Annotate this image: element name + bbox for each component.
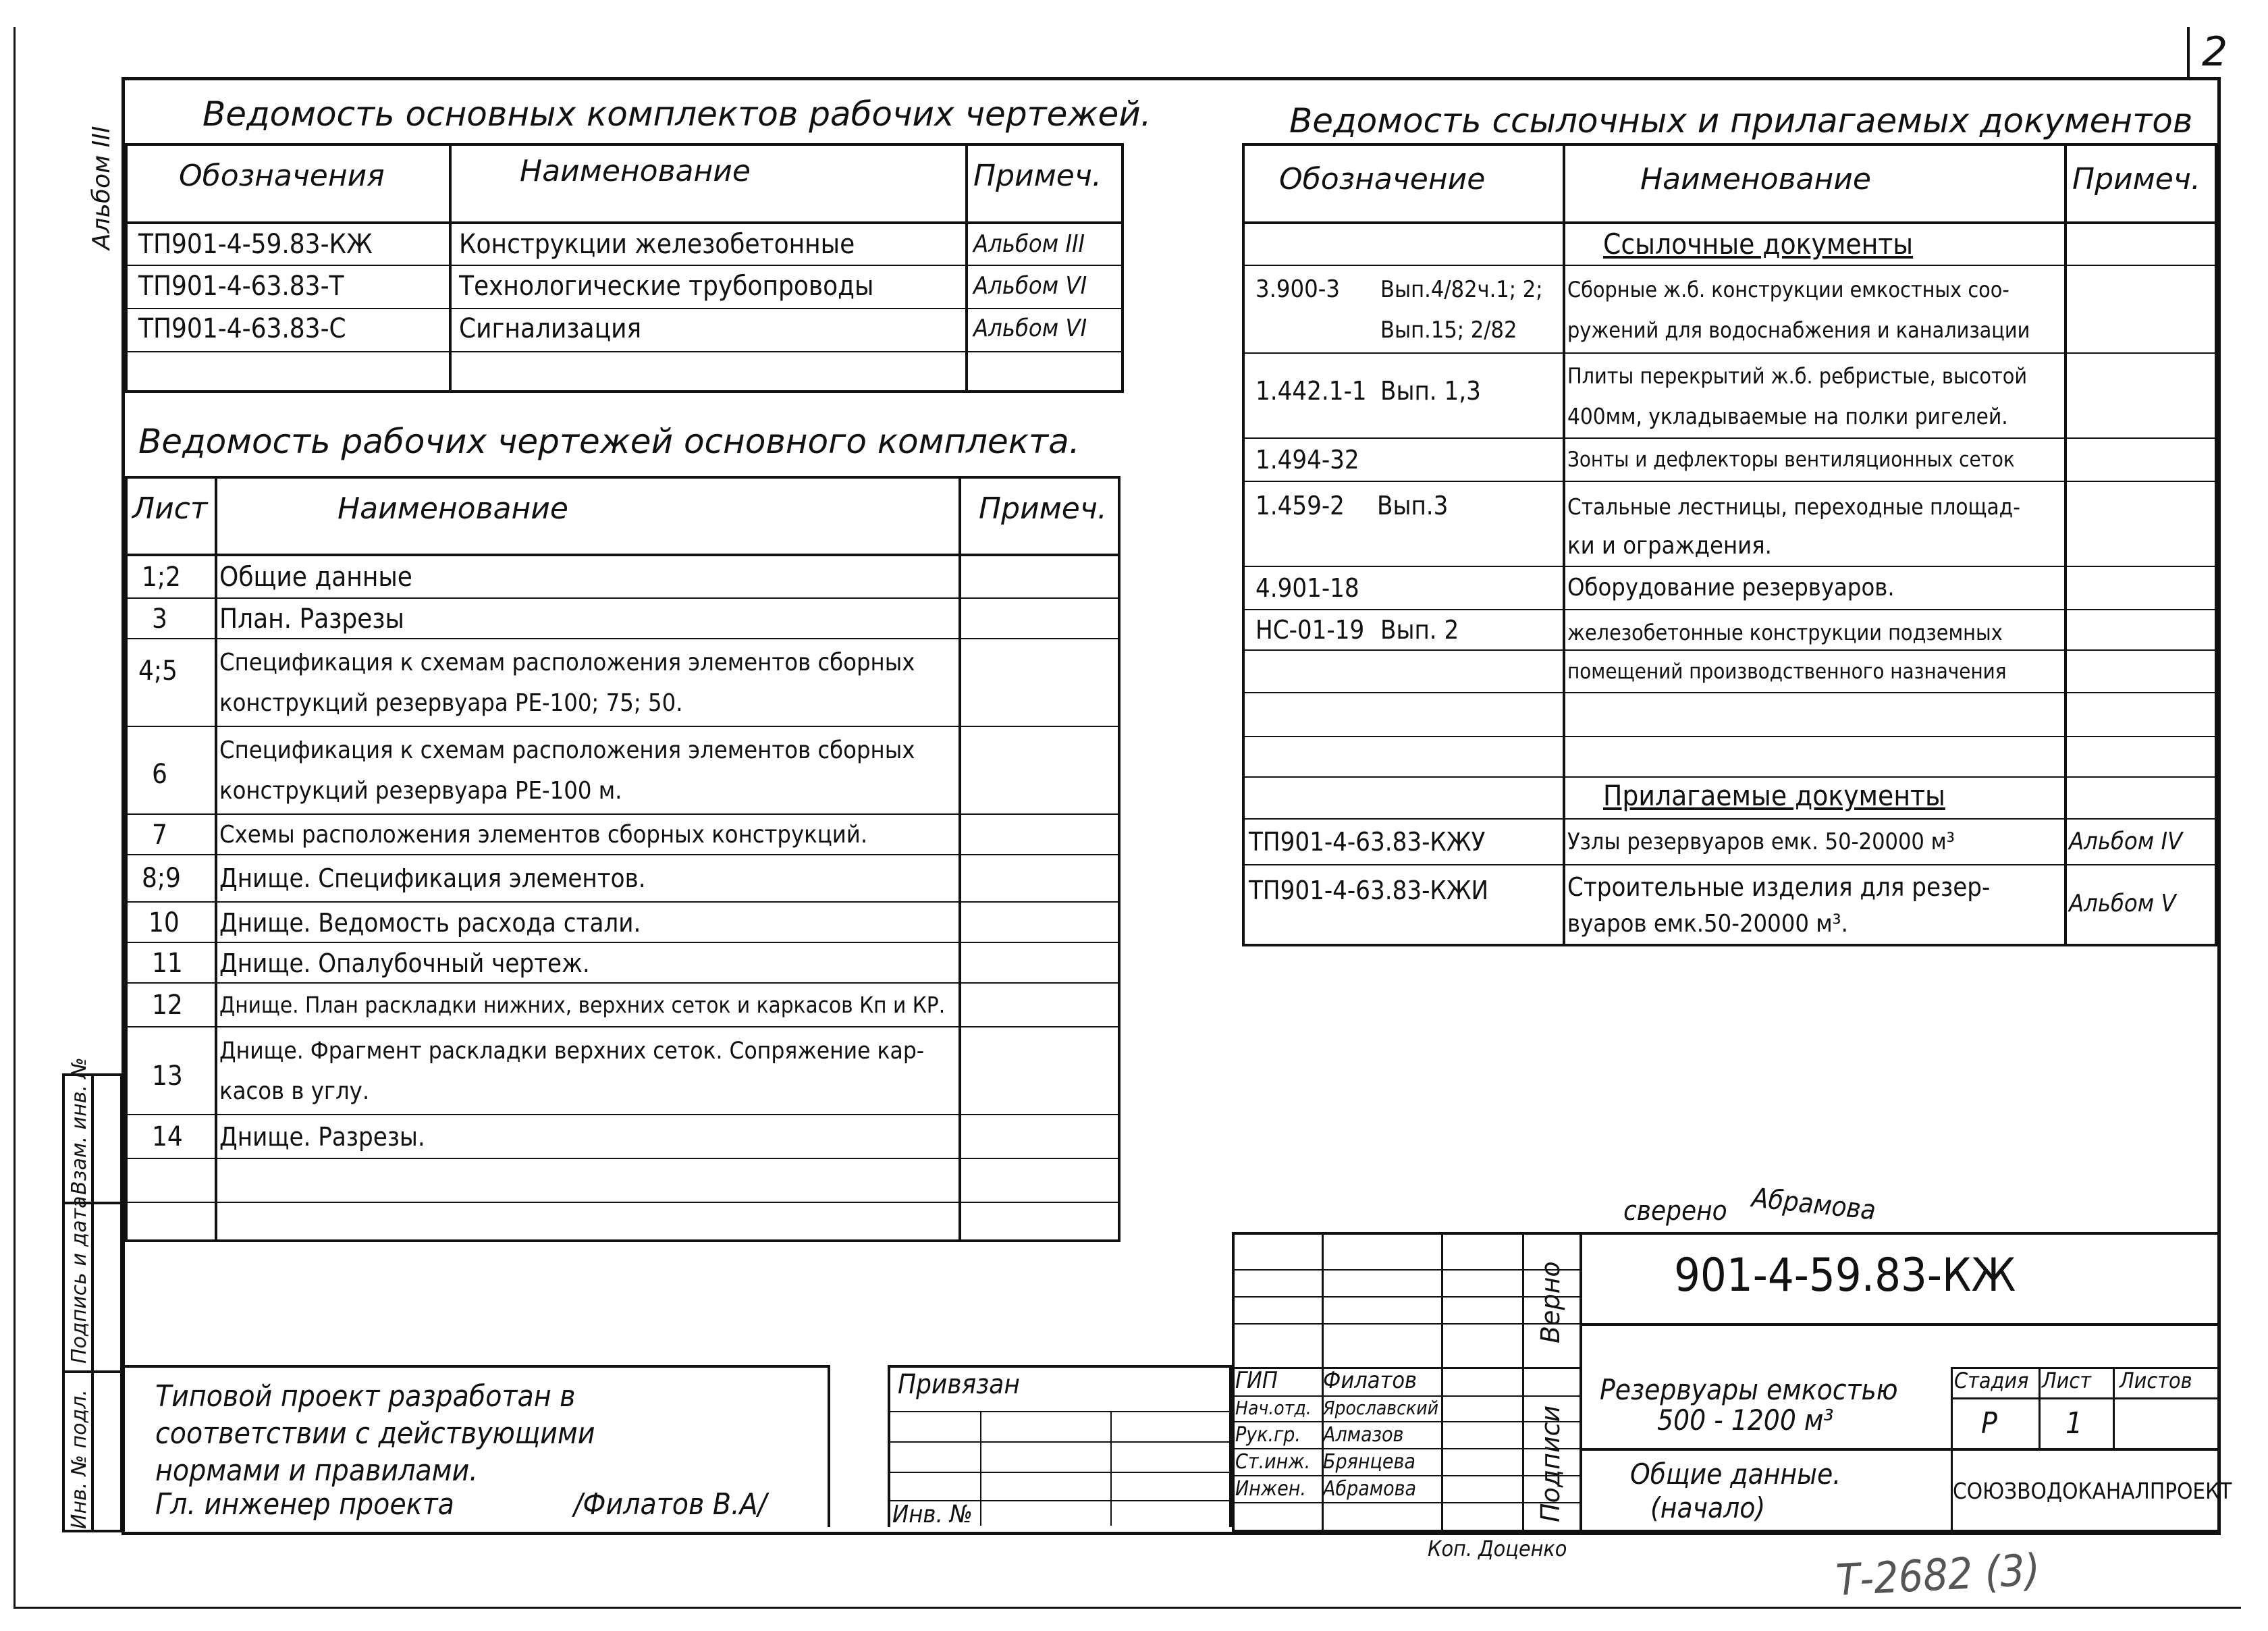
object-line-2: 500 - 1200 м³ bbox=[1657, 1403, 1834, 1437]
references-name-5: Оборудование резервуаров. bbox=[1567, 574, 1895, 601]
archive-stamp: Т-2682 (3) bbox=[1835, 1545, 2042, 1606]
title-main-divider bbox=[1580, 1323, 2221, 1326]
drawings-row-line bbox=[125, 1202, 1120, 1203]
main-sets-header-code: Обозначения bbox=[179, 159, 385, 193]
sheet-value: 1 bbox=[2066, 1406, 2083, 1441]
main-sets-note-1: Альбом III bbox=[973, 230, 1085, 258]
references-name-6b: помещений производственного назначения bbox=[1567, 660, 2007, 684]
references-header-name: Наименование bbox=[1640, 162, 1871, 196]
drawings-name-10b: касов в углу. bbox=[219, 1077, 370, 1105]
verified-vertical: Верно bbox=[1536, 1261, 1565, 1343]
drawings-header-sheet: Лист bbox=[132, 491, 208, 526]
drawings-row-line bbox=[125, 1114, 1120, 1115]
note-line-3: нормами и правилами. bbox=[155, 1453, 478, 1488]
stage-label: Стадия bbox=[1954, 1368, 2029, 1393]
note-line-2: соответствии с действующими bbox=[155, 1416, 595, 1451]
main-sets-header-name: Наименование bbox=[520, 154, 751, 188]
margin-inv-orig: Инв. № подл. bbox=[68, 1389, 91, 1529]
bound-col bbox=[980, 1411, 981, 1526]
references-header-code: Обозначение bbox=[1279, 162, 1486, 196]
drawings-sheet-5: 7 bbox=[152, 820, 167, 851]
drawings-col2 bbox=[959, 476, 961, 1242]
drawings-header-name: Наименование bbox=[338, 491, 568, 526]
drawings-sheet-1: 1;2 bbox=[142, 562, 181, 593]
title-stage-col bbox=[2113, 1367, 2115, 1448]
references-row-line bbox=[1242, 818, 2217, 820]
margin-replace-inv: Взам. инв. № bbox=[68, 1057, 91, 1195]
main-sets-row-line3 bbox=[125, 351, 1124, 352]
drawings-sheet-7: 10 bbox=[148, 907, 180, 938]
sheets-label: Листов bbox=[2120, 1368, 2192, 1393]
main-sets-note-2: Альбом VI bbox=[973, 272, 1087, 300]
title-stage-col bbox=[2039, 1367, 2041, 1448]
margin-sign-date: Подпись и дата bbox=[68, 1196, 91, 1364]
drawings-row-line bbox=[125, 597, 1120, 599]
references-code-1-extra2: Вып.15; 2/82 bbox=[1380, 317, 1517, 344]
role-3-name: Алмазов bbox=[1323, 1423, 1404, 1447]
drawings-title: Ведомость рабочих чертежей основного комплекта. bbox=[138, 422, 1080, 461]
sheet-number: 2 bbox=[2202, 28, 2228, 76]
references-code-1-extra: Вып.4/82ч.1; 2; bbox=[1380, 276, 1543, 303]
main-sets-title: Ведомость основных комплектов рабочих чертежей. bbox=[202, 95, 1152, 134]
drawings-name-10: Днище. Фрагмент раскладки верхних сеток. Сопряжение кар- bbox=[219, 1038, 925, 1065]
drawings-sheet-8: 11 bbox=[152, 948, 183, 979]
references-att-note-1: Альбом IV bbox=[2069, 828, 2183, 855]
sheet-label: Лист bbox=[2042, 1368, 2091, 1393]
role-5-name: Абрамова bbox=[1323, 1477, 1417, 1501]
drawings-name-4b: конструкций резервуара РЕ-100 м. bbox=[219, 777, 622, 805]
references-row-line bbox=[1242, 649, 2217, 651]
drawings-sheet-9: 12 bbox=[152, 990, 183, 1021]
drawings-name-7: Днище. Ведомость расхода стали. bbox=[219, 908, 641, 938]
bound-row bbox=[888, 1472, 1232, 1473]
bound-row bbox=[888, 1411, 1232, 1412]
main-sets-col1 bbox=[449, 143, 452, 393]
references-row-line bbox=[1242, 864, 2217, 865]
role-5: Инжен. bbox=[1235, 1477, 1306, 1501]
references-att-note-2: Альбом V bbox=[2069, 890, 2176, 917]
title-col-vert bbox=[1522, 1232, 1524, 1532]
title-row bbox=[1232, 1323, 1580, 1325]
bound-row bbox=[888, 1441, 1232, 1443]
references-code-1: 3.900-3 bbox=[1256, 275, 1340, 303]
references-row-line bbox=[1242, 736, 2217, 737]
references-code-4: 1.459-2 bbox=[1256, 491, 1345, 520]
references-code-5: 4.901-18 bbox=[1256, 573, 1359, 603]
main-sets-code-1: ТП901-4-59.83-КЖ bbox=[138, 229, 373, 260]
main-sets-hdr-line bbox=[125, 221, 1124, 224]
references-code-6-extra: Вып. 2 bbox=[1380, 615, 1459, 645]
drawings-name-1: Общие данные bbox=[219, 562, 412, 593]
drawings-name-3: Спецификация к схемам расположения элементов сборных bbox=[219, 649, 915, 676]
drawings-name-8: Днище. Опалубочный чертеж. bbox=[219, 948, 590, 978]
album-label: Альбом III bbox=[88, 126, 115, 250]
references-section-ref: Ссылочные документы bbox=[1603, 228, 1914, 261]
references-att-name-1: Узлы резервуаров емк. 50-20000 м³ bbox=[1567, 828, 1955, 855]
drawings-header-note: Примеч. bbox=[979, 491, 1107, 526]
main-sets-col2 bbox=[965, 143, 968, 393]
drawings-sheet-4: 6 bbox=[152, 759, 167, 790]
margin-stamp-row2 bbox=[62, 1370, 123, 1373]
role-2: Нач.отд. bbox=[1235, 1397, 1312, 1419]
drawings-name-11: Днище. Разрезы. bbox=[219, 1122, 425, 1152]
references-att-code-1: ТП901-4-63.83-КЖУ bbox=[1249, 827, 1486, 857]
drawings-sheet-6: 8;9 bbox=[142, 863, 181, 894]
main-sets-name-1: Конструкции железобетонные bbox=[459, 229, 855, 260]
drawings-row-line bbox=[125, 726, 1120, 727]
title-col-name bbox=[1441, 1232, 1443, 1532]
copied-by: Коп. Доценко bbox=[1428, 1536, 1567, 1561]
drawings-name-5: Схемы расположения элементов сборных конструкций. bbox=[219, 821, 868, 849]
title-row bbox=[1232, 1269, 1580, 1271]
references-name-6: железобетонные конструкции подземных bbox=[1567, 620, 2003, 645]
drawings-sheet-3: 4;5 bbox=[138, 656, 178, 687]
main-sets-name-3: Сигнализация bbox=[459, 313, 642, 344]
checked-label: сверено bbox=[1623, 1196, 1727, 1227]
references-att-name-2b: вуаров емк.50-20000 м³. bbox=[1567, 910, 1848, 938]
main-sets-code-3: ТП901-4-63.83-С bbox=[138, 313, 346, 344]
references-name-1: Сборные ж.б. конструкции емкостных соо- bbox=[1567, 277, 2009, 302]
references-hdr-line bbox=[1242, 221, 2217, 224]
drawings-sheet-2: 3 bbox=[152, 604, 167, 635]
drawings-name-9: Днище. План раскладки нижних, верхних сеток и каркасов Кп и КР. bbox=[219, 992, 946, 1018]
references-code-3: 1.494-32 bbox=[1256, 445, 1359, 475]
references-code-2: 1.442.1-1 bbox=[1256, 376, 1367, 406]
title-main-divider bbox=[1580, 1448, 2221, 1451]
references-row-line bbox=[1242, 692, 2217, 693]
references-name-4: Стальные лестницы, переходные площад- bbox=[1567, 493, 2020, 520]
title-stage-row bbox=[1951, 1397, 2221, 1399]
references-row-line bbox=[1242, 481, 2217, 482]
references-section-att: Прилагаемые документы bbox=[1603, 779, 1945, 812]
references-name-2b: 400мм, укладываемые на полки ригелей. bbox=[1567, 403, 2008, 429]
drawings-row-line bbox=[125, 901, 1120, 903]
note-line-4: Гл. инженер проекта bbox=[155, 1487, 454, 1522]
main-sets-note-3: Альбом VI bbox=[973, 315, 1087, 342]
main-sets-row-line1 bbox=[125, 265, 1124, 266]
bound-col bbox=[1110, 1411, 1112, 1526]
references-col2 bbox=[2064, 143, 2067, 946]
title-col-main bbox=[1580, 1232, 1582, 1532]
references-code-6: НС-01-19 bbox=[1256, 615, 1365, 645]
references-row-line bbox=[1242, 265, 2217, 266]
drawings-sheet-11: 14 bbox=[152, 1121, 183, 1152]
references-header-note: Примеч. bbox=[2072, 162, 2200, 196]
stage-value: Р bbox=[1981, 1406, 1997, 1441]
signatures-vertical: Подписи bbox=[1536, 1405, 1565, 1522]
role-1-name: Филатов bbox=[1323, 1367, 1418, 1394]
role-4: Ст.инж. bbox=[1235, 1450, 1311, 1474]
note-line-1: Типовой проект разработан в bbox=[155, 1379, 576, 1414]
document-code: 901-4-59.83-КЖ bbox=[1674, 1249, 2016, 1302]
role-2-name: Ярославский bbox=[1323, 1397, 1438, 1419]
main-sets-header-note: Примеч. bbox=[973, 159, 1102, 193]
sheet-title-1: Общие данные. bbox=[1630, 1458, 1841, 1491]
checked-signature: Абрамова bbox=[1750, 1182, 1878, 1227]
references-code-4-extra: Вып.3 bbox=[1377, 491, 1449, 520]
drawings-row-line bbox=[125, 1026, 1120, 1027]
outer-left-edge bbox=[14, 27, 16, 1607]
references-name-3: Зонты и дефлекторы вентиляционных сеток bbox=[1567, 448, 2015, 472]
sheet-number-divider bbox=[2187, 27, 2190, 77]
main-sets-code-2: ТП901-4-63.83-Т bbox=[138, 271, 344, 302]
references-row-line bbox=[1242, 352, 2217, 354]
references-att-code-2: ТП901-4-63.83-КЖИ bbox=[1249, 876, 1489, 905]
sheet-title-2: (начало) bbox=[1650, 1491, 1766, 1524]
organization: СОЮЗВОДОКАНАЛПРОЕКТ bbox=[1953, 1478, 2232, 1504]
references-col1 bbox=[1563, 143, 1565, 946]
note-engineer: /Филатов В.А/ bbox=[574, 1487, 767, 1522]
object-line-1: Резервуары емкостью bbox=[1600, 1373, 1898, 1406]
references-title: Ведомость ссылочных и прилагаемых документов bbox=[1289, 101, 2193, 140]
bound-inv: Инв. № bbox=[892, 1501, 973, 1528]
drawings-name-3b: конструкций резервуара РЕ-100; 75; 50. bbox=[219, 689, 683, 717]
references-code-2-extra: Вып. 1,3 bbox=[1380, 376, 1481, 406]
drawings-name-6: Днище. Спецификация элементов. bbox=[219, 863, 646, 893]
role-3: Рук.гр. bbox=[1235, 1423, 1301, 1447]
role-4-name: Брянцева bbox=[1323, 1450, 1415, 1474]
references-name-2: Плиты перекрытий ж.б. ребристые, высотой bbox=[1567, 363, 2028, 389]
references-row-line bbox=[1242, 566, 2217, 567]
outer-bottom-edge bbox=[14, 1607, 2241, 1609]
drawings-row-line bbox=[125, 1158, 1120, 1159]
references-row-line bbox=[1242, 437, 2217, 439]
role-1: ГИП bbox=[1235, 1367, 1278, 1394]
drawings-row-line bbox=[125, 813, 1120, 815]
drawings-name-4: Спецификация к схемам расположения элементов сборных bbox=[219, 737, 915, 764]
drawings-hdr-line bbox=[125, 554, 1120, 556]
drawings-sheet-10: 13 bbox=[152, 1061, 183, 1092]
bound-label: Привязан bbox=[898, 1369, 1020, 1400]
references-name-1b: ружений для водоснабжения и канализации bbox=[1567, 317, 2030, 343]
references-att-name-2: Строительные изделия для резер- bbox=[1567, 872, 1991, 902]
drawings-name-2: План. Разрезы bbox=[219, 604, 404, 635]
title-row bbox=[1232, 1296, 1580, 1298]
drawings-col1 bbox=[215, 476, 217, 1242]
references-name-4b: ки и ограждения. bbox=[1567, 532, 1772, 560]
main-sets-name-2: Технологические трубопроводы bbox=[459, 271, 874, 302]
margin-stamp-divider bbox=[91, 1073, 94, 1532]
